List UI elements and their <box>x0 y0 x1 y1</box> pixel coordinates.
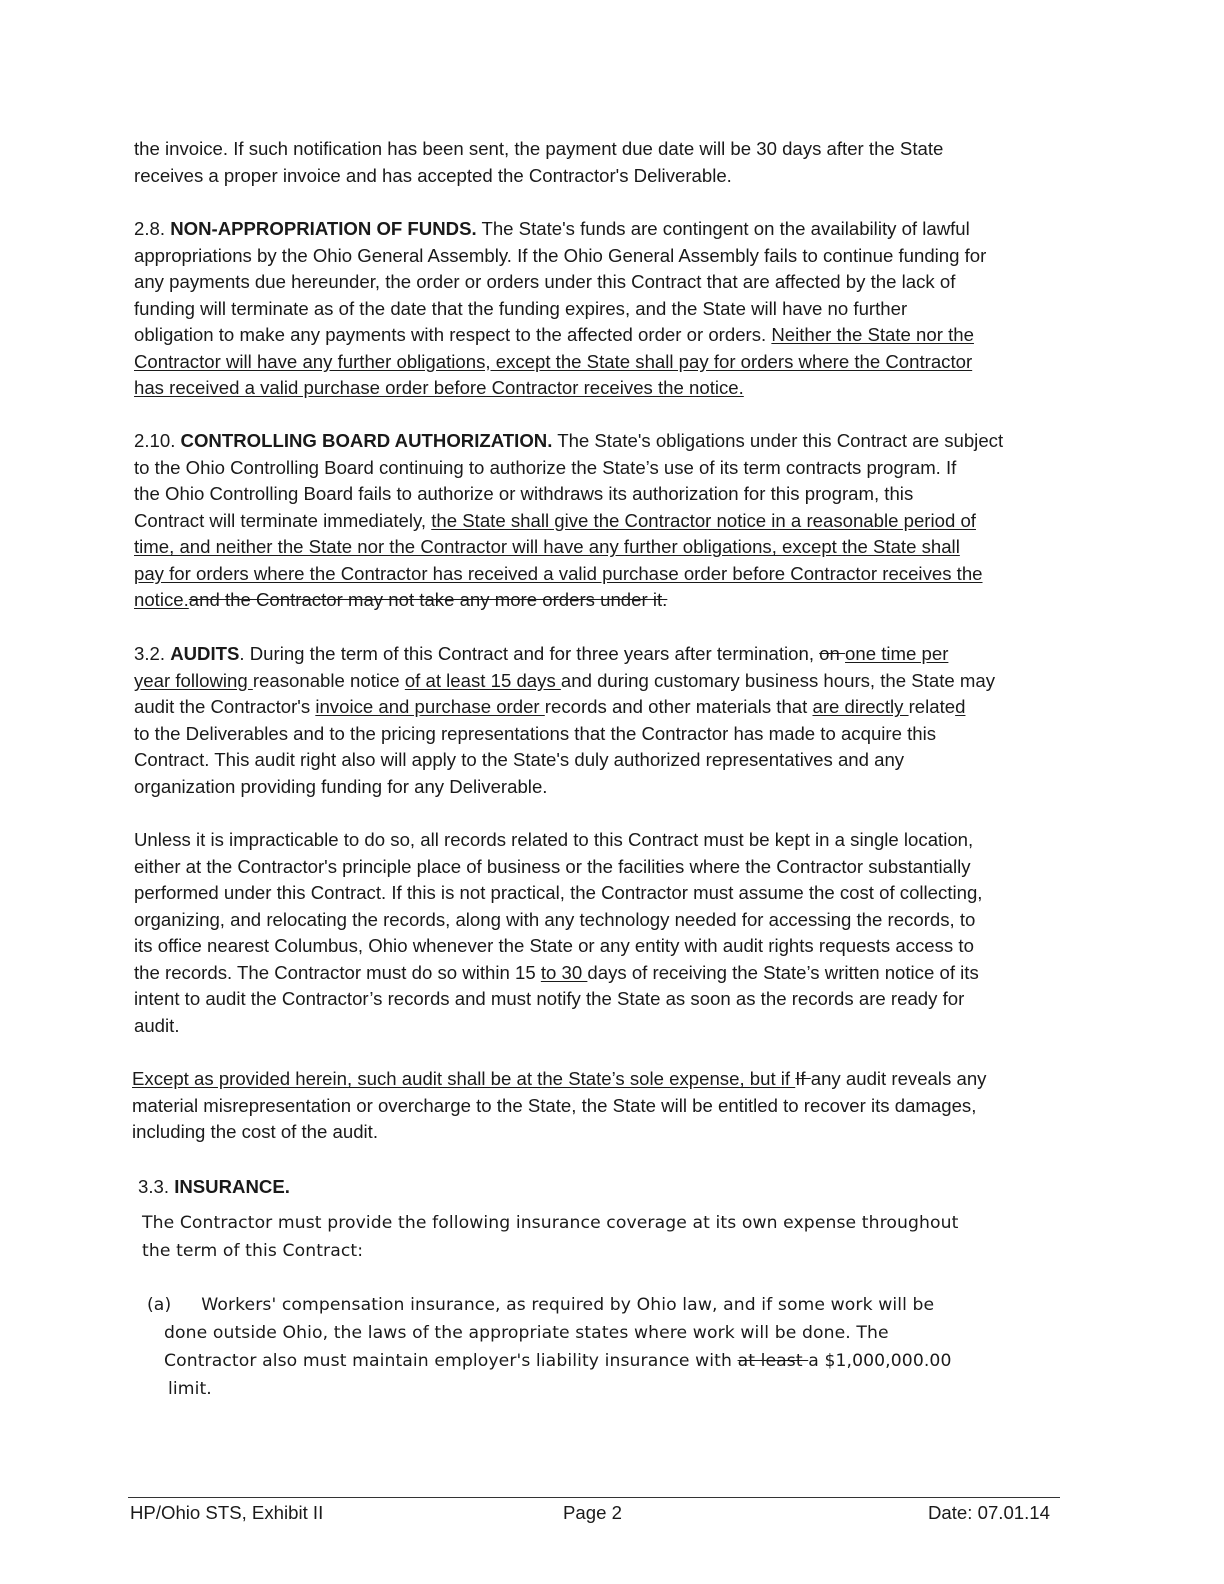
text-line: either at the Contractor's principle place of business or the facilities where the Contractor substantially <box>134 855 971 877</box>
inserted-text: notice. <box>134 589 189 610</box>
inserted-text: has received a valid purchase order before Contractor receives the notice. <box>134 377 744 398</box>
section-heading: AUDITS <box>170 643 240 664</box>
text-line: The Contractor must provide the following insurance coverage at its own expense throughout <box>142 1213 959 1233</box>
text-line: to the Deliverables and to the pricing representations that the Contractor has made to acquire this <box>134 722 937 744</box>
inserted-text: Except as provided herein, such audit shall be at the State’s sole expense, but if <box>132 1068 796 1089</box>
text-line: any audit reveals any <box>810 1068 987 1089</box>
inserted-text: pay for orders where the Contractor has received a valid purchase order before Contractor receives the <box>134 562 983 584</box>
footer-rule <box>128 1497 1060 1498</box>
text-line: including the cost of the audit. <box>132 1121 379 1142</box>
section-3-3 <box>138 1174 290 1201</box>
text-line: any payments due hereunder, the order or orders under this Contract that are affected by the lack of <box>134 271 956 292</box>
text-line: the records. The Contractor must do so within 15 <box>134 961 541 983</box>
section-number: 2.10. <box>134 430 181 451</box>
text-line: Contract will terminate immediately, <box>134 509 432 531</box>
text-line: reasonable notice <box>252 669 405 691</box>
text-line: done outside Ohio, the laws of the appropriate states where work will be done. The <box>164 1323 889 1343</box>
section-heading: CONTROLLING BOARD AUTHORIZATION. <box>180 430 553 451</box>
records-paragraph <box>134 827 982 1039</box>
text-line: the term of this Contract: <box>142 1241 364 1261</box>
text-line: the invoice. If such notification has been sent, the payment due date will be 30 days after the State <box>134 138 944 159</box>
section-2-10 <box>134 428 1003 614</box>
text-line: days of receiving the State’s written notice of its <box>587 961 979 983</box>
section-number: 3.3. <box>138 1176 175 1197</box>
text-line: appropriations by the Ohio General Assembly. If the Ohio General Assembly fails to continue funding for <box>134 244 987 266</box>
text-line: Unless it is impracticable to do so, all records related to this Contract must be kept in a single location, <box>134 829 974 850</box>
text-line: limit. <box>168 1379 212 1399</box>
inserted-text: of at least 15 days <box>404 669 561 691</box>
text-line: Contractor also must maintain employer's liability insurance with <box>164 1351 738 1371</box>
section-2-8 <box>134 216 986 402</box>
list-marker: (a) <box>147 1295 172 1315</box>
text-line: records and other materials that <box>544 696 813 717</box>
footer-page-number: Page 2 <box>563 1502 622 1523</box>
deleted-text: at least <box>737 1351 809 1371</box>
inserted-text: year following <box>134 669 253 691</box>
insurance-intro <box>142 1209 958 1265</box>
text-line: to the Ohio Controlling Board continuing to authorize the State’s use of its term contracts program. If <box>134 456 957 478</box>
text-line: a $1,000,000.00 <box>808 1351 952 1371</box>
invoice-paragraph <box>134 136 943 189</box>
text-line: organization providing funding for any Deliverable. <box>134 775 548 797</box>
section-number: 2.8. <box>134 218 171 239</box>
text-line: receives a proper invoice and has accepted the Contractor's Deliverable. <box>134 164 732 186</box>
text-line: Workers' compensation insurance, as required by Ohio law, and if some work will be <box>201 1295 935 1315</box>
deleted-text: and the Contractor may not take any more orders under it. <box>188 589 668 610</box>
deleted-text: If <box>795 1068 811 1089</box>
text-line: and during customary business hours, the State may <box>560 669 995 691</box>
text-line: obligation to make any payments with respect to the affected order or orders. <box>134 324 772 345</box>
inserted-text: time, and neither the State nor the Contractor will have any further obligations, except the State shall <box>134 536 960 557</box>
text-line: Contract. This audit right also will apply to the State's duly authorized representatives and any <box>134 749 905 770</box>
text-line: organizing, and relocating the records, along with any technology needed for accessing the records, to <box>134 908 976 930</box>
text-line: performed under this Contract. If this is not practical, the Contractor must assume the cost of collecting, <box>134 882 983 903</box>
text-line: audit the Contractor's <box>134 696 316 717</box>
section-heading: NON-APPROPRIATION OF FUNDS. <box>170 218 477 239</box>
text-line: material misrepresentation or overcharge to the State, the State will be entitled to recover its damages, <box>132 1094 977 1116</box>
inserted-text: to 30 <box>540 961 588 983</box>
text-line: relate <box>908 696 956 717</box>
inserted-text: Contractor will have any further obligations, except the State shall pay for orders where the Contractor <box>134 350 973 372</box>
text-line: intent to audit the Contractor’s records and must notify the State as soon as the records are ready for <box>134 988 965 1009</box>
inserted-text: one time per <box>845 643 949 664</box>
footer-left: HP/Ohio STS, Exhibit II <box>130 1502 324 1523</box>
audit-expense-paragraph <box>132 1066 986 1146</box>
text-line: The State's obligations under this Contract are subject <box>552 430 1004 451</box>
inserted-text: Neither the State nor the <box>771 324 974 345</box>
inserted-text: are directly <box>812 696 909 717</box>
text-line: audit. <box>134 1014 180 1036</box>
text-line: its office nearest Columbus, Ohio whenever the State or any entity with audit rights requests access to <box>134 935 974 956</box>
inserted-text: d <box>955 696 966 717</box>
inserted-text: the State shall give the Contractor notice in a reasonable period of <box>431 509 976 531</box>
section-heading: INSURANCE. <box>174 1176 290 1197</box>
section-number: 3.2. <box>134 643 171 664</box>
insurance-item-a <box>147 1291 952 1403</box>
text-line: funding will terminate as of the date that the funding expires, and the State will have no further <box>134 297 908 319</box>
inserted-text: invoice and purchase order <box>315 696 545 717</box>
footer-date: Date: 07.01.14 <box>928 1502 1050 1523</box>
text-line: the Ohio Controlling Board fails to authorize or withdraws its authorization for this program, this <box>134 483 914 504</box>
deleted-text: on <box>819 643 846 664</box>
text-line: The State's funds are contingent on the availability of lawful <box>476 218 970 239</box>
section-3-2 <box>134 641 995 800</box>
text-line: . During the term of this Contract and for three years after termination, <box>239 643 820 664</box>
